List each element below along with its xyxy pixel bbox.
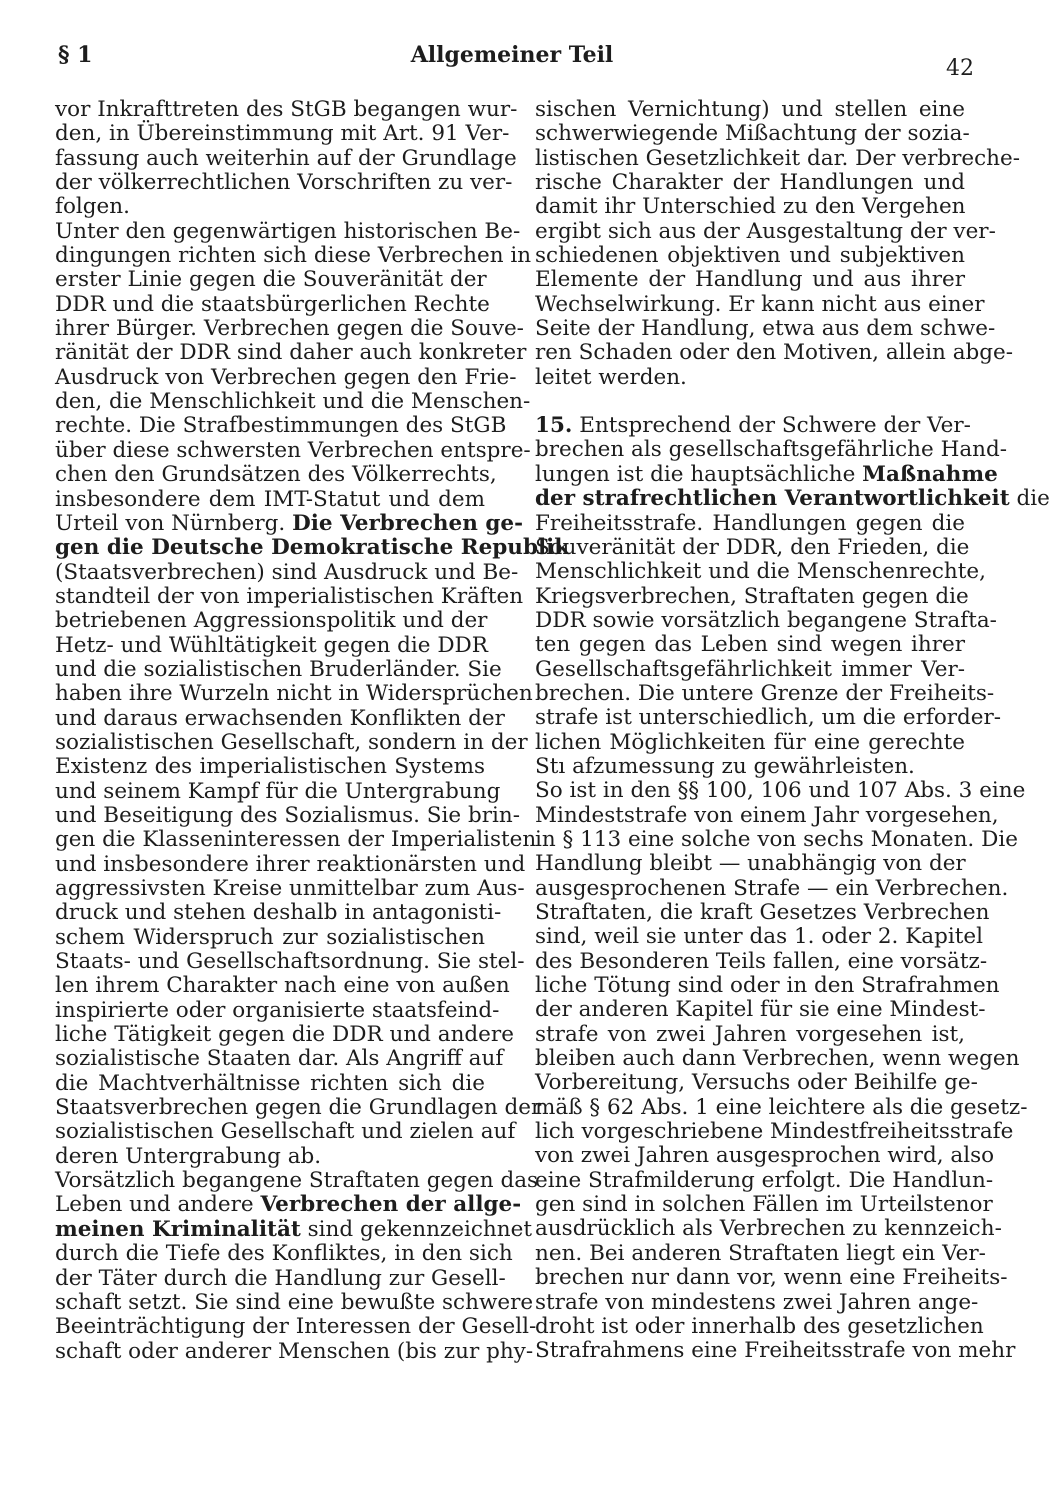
text-line: meinen Kriminalität sind gekennzeichnet xyxy=(55,1216,532,1242)
text-line: Seite der Handlung, etwa aus dem schwe- xyxy=(535,316,996,342)
text-line: ten gegen das Leben sind wegen ihrer xyxy=(535,632,965,658)
text-line: und die sozialistischen Bruderländer. Sie xyxy=(55,656,502,682)
text-line: Staatsverbrechen gegen die Grundlagen der xyxy=(55,1095,542,1121)
text-line: die Machtverhältnisse richten sich die xyxy=(55,1070,485,1096)
text-line: und daraus erwachsenden Konflikten der xyxy=(55,705,505,731)
text-line: vor Inkrafttreten des StGB begangen wur- xyxy=(55,97,518,122)
text-line: schaft setzt. Sie sind eine bewußte schwere xyxy=(55,1289,534,1315)
paragraph-continuation xyxy=(535,97,1021,390)
text-line: und seinem Kampf für die Untergrabung xyxy=(55,778,501,804)
text-line: der anderen Kapitel für sie eine Mindest- xyxy=(535,997,986,1023)
text-line: gen die Deutsche Demokratische Republik xyxy=(55,535,570,561)
paragraph-15 xyxy=(535,413,1050,1364)
text-line: standteil der von imperialistischen Kräften xyxy=(55,583,524,609)
text-line: Staats- und Gesellschaftsordnung. Sie stel- xyxy=(55,949,525,975)
text-line: Hetz- und Wühltätigkeit gegen die DDR xyxy=(55,632,488,658)
text-line: Menschlichkeit und die Menschenrechte, xyxy=(535,559,986,585)
text-line: brechen nur dann vor, wenn eine Freiheits- xyxy=(535,1265,1008,1291)
text-line: chen den Grundsätzen des Völkerrechts, xyxy=(55,462,497,488)
right-column xyxy=(535,97,1050,1364)
text-line: brechen als gesellschaftsgefährliche Hand- xyxy=(535,437,1008,463)
text-line: rische Charakter der Handlungen und xyxy=(535,170,965,196)
text-line: sischen Vernichtung) und stellen eine xyxy=(535,97,965,122)
paragraph-gap xyxy=(535,390,965,414)
page-number: 42 xyxy=(946,56,974,81)
text-line: Strafrahmens eine Freiheitsstrafe von mehr xyxy=(535,1338,1016,1364)
text-line: sind, weil sie unter das 1. oder 2. Kapitel xyxy=(535,924,983,950)
text-line: liche Tötung sind oder in den Strafrahmen xyxy=(535,973,1000,999)
text-line: (Staatsverbrechen) sind Ausdruck und Be- xyxy=(55,559,519,585)
text-line: Ausdruck von Verbrechen gegen den Frie- xyxy=(55,364,517,390)
text-line: strafe von mindestens zwei Jahren ange- xyxy=(535,1289,979,1315)
text-line: Beeinträchtigung der Interessen der Gesell- xyxy=(55,1314,537,1340)
text-line: brechen. Die untere Grenze der Freiheits- xyxy=(535,680,995,706)
text-line: Vorsätzlich begangene Straftaten gegen das xyxy=(55,1168,539,1194)
text-line: lich vorgeschriebene Mindestfreiheitsstrafe xyxy=(535,1119,1014,1145)
text-line: rechte. Die Strafbestimmungen des StGB xyxy=(55,413,507,439)
text-line: schwerwiegende Mißachtung der sozia- xyxy=(535,121,970,147)
text-line: 15. Entsprechend der Schwere der Ver- xyxy=(535,413,971,439)
text-line: deren Untergrabung ab. xyxy=(55,1143,322,1169)
text-line: DDR sowie vorsätzlich begangene Strafta- xyxy=(535,607,997,633)
text-line: Urteil von Nürnberg. Die Verbrechen ge- xyxy=(55,510,523,536)
text-line: Kriegsverbrechen, Straftaten gegen die xyxy=(535,583,969,609)
text-line: der völkerrechtlichen Vorschriften zu ver- xyxy=(55,170,513,196)
text-line: erster Linie gegen die Souveränität der xyxy=(55,267,487,293)
text-line: Existenz des imperialistischen Systems xyxy=(55,754,485,780)
text-line: Freiheitsstrafe. Handlungen gegen die xyxy=(535,510,965,536)
text-line: ren Schaden oder den Motiven, allein abge- xyxy=(535,340,1014,366)
text-line: Straftaten, die kraft Gesetzes Verbrechen xyxy=(535,900,990,925)
text-line: eine Strafmilderung erfolgt. Die Handlun- xyxy=(535,1167,994,1193)
text-line: Stı afzumessung zu gewährleisten. xyxy=(535,753,915,779)
text-line: Leben und andere Verbrechen der allge- xyxy=(55,1192,522,1218)
text-line: leitet werden. xyxy=(535,364,687,390)
text-line: strafe ist unterschiedlich, um die erforder- xyxy=(535,705,1002,731)
text-line: gen sind in solchen Fällen im Urteilstenor xyxy=(535,1192,993,1218)
text-line: schaft oder anderer Menschen (bis zur phy- xyxy=(55,1338,534,1364)
text-line: nen. Bei anderen Straftaten liegt ein Ver- xyxy=(535,1240,986,1266)
text-line: mäß § 62 Abs. 1 eine leichtere als die gesetz- xyxy=(535,1094,1028,1120)
text-line: Vorbereitung, Versuchs oder Beihilfe ge- xyxy=(535,1070,978,1096)
text-line: aggressivsten Kreise unmittelbar zum Aus- xyxy=(55,876,525,901)
text-line: len ihrem Charakter nach eine von außen xyxy=(55,973,510,999)
text-line: sozialistischen Gesellschaft und zielen auf xyxy=(55,1119,516,1145)
text-line: ränität der DDR sind daher auch konkreter xyxy=(55,340,527,366)
text-line: sozialistischen Gesellschaft, sondern in der xyxy=(55,729,528,755)
text-line: ausdrücklich als Verbrechen zu kennzeich- xyxy=(535,1216,1002,1242)
text-line: droht ist oder innerhalb des gesetzlichen xyxy=(535,1313,984,1339)
text-line: Mindeststrafe von einem Jahr vorgesehen, xyxy=(535,802,999,828)
text-line: den, die Menschlichkeit und die Menschen- xyxy=(55,389,531,415)
text-line: der Täter durch die Handlung zur Gesell- xyxy=(55,1265,506,1291)
text-line: Elemente der Handlung und aus ihrer xyxy=(535,267,965,293)
text-line: und Beseitigung des Sozialismus. Sie brin- xyxy=(55,802,520,828)
page-title: Allgemeiner Teil xyxy=(410,42,614,68)
text-line: über diese schwersten Verbrechen entspre- xyxy=(55,437,531,463)
text-line: durch die Tiefe des Konfliktes, in den sich xyxy=(55,1241,513,1267)
text-line: dingungen richten sich diese Verbrechen in xyxy=(55,243,532,269)
text-line: und insbesondere ihrer reaktionärsten und xyxy=(55,851,526,877)
text-line: von zwei Jahren ausgesprochen wird, also xyxy=(535,1143,995,1169)
text-line: listischen Gesetzlichkeit dar. Der verbreche- xyxy=(535,145,1021,171)
text-line: Unter den gegenwärtigen historischen Be- xyxy=(55,218,521,244)
text-line: betriebenen Aggressionspolitik und der xyxy=(55,608,488,634)
text-line: Souveränität der DDR, den Frieden, die xyxy=(535,534,970,560)
text-line: in § 113 eine solche von sechs Monaten. Die xyxy=(535,826,1018,852)
text-line: Handlung bleibt — unabhängig von der xyxy=(535,851,966,877)
text-line: Wechselwirkung. Er kann nicht aus einer xyxy=(535,291,985,317)
text-line: fassung auch weiterhin auf der Grundlage xyxy=(55,145,517,171)
text-line: haben ihre Wurzeln nicht in Widersprüchen xyxy=(55,681,533,707)
section-number: § 1 xyxy=(58,42,93,68)
text-line: DDR und die staatsbürgerlichen Rechte xyxy=(55,291,490,317)
text-line: ausgesprochenen Strafe — ein Verbrechen. xyxy=(535,875,1009,901)
text-line: So ist in den §§ 100, 106 und 107 Abs. 3 eine xyxy=(535,778,1026,804)
text-line: liche Tätigkeit gegen die DDR und andere xyxy=(55,1022,514,1048)
text-line: schem Widerspruch zur sozialistischen xyxy=(55,924,485,950)
text-line: damit ihr Unterschied zu den Vergehen xyxy=(535,194,966,220)
text-line: lichen Möglichkeiten für eine gerechte xyxy=(535,729,965,755)
left-column xyxy=(55,97,570,1364)
text-line: Gesellschaftsgefährlichkeit immer Ver- xyxy=(535,656,965,682)
text-line: lungen ist die hauptsächliche Maßnahme xyxy=(535,461,998,487)
text-line: insbesondere dem IMT-Statut und dem xyxy=(55,486,485,512)
text-line: des Besonderen Teils fallen, eine vorsätz- xyxy=(535,948,988,974)
text-line: schiedenen objektiven und subjektiven xyxy=(535,243,965,269)
text-line: folgen. xyxy=(55,194,130,220)
text-line: sozialistische Staaten dar. Als Angriff auf xyxy=(55,1046,504,1072)
text-line: den, in Übereinstimmung mit Art. 91 Ver- xyxy=(55,121,510,147)
text-line: ergibt sich aus der Ausgestaltung der ver- xyxy=(535,218,996,244)
text-line: der strafrechtlichen Verantwortlichkeit die xyxy=(535,486,1050,512)
text-line: ihrer Bürger. Verbrechen gegen die Souve- xyxy=(55,316,524,342)
text-line: gen die Klasseninteressen der Imperialisten xyxy=(55,827,537,853)
text-line: inspirierte oder organisierte staatsfeind- xyxy=(55,997,500,1023)
text-line: strafe von zwei Jahren vorgesehen ist, xyxy=(535,1021,965,1047)
text-line: druck und stehen deshalb in antagonisti- xyxy=(55,900,502,926)
text-line: bleiben auch dann Verbrechen, wenn wegen xyxy=(535,1046,1020,1072)
